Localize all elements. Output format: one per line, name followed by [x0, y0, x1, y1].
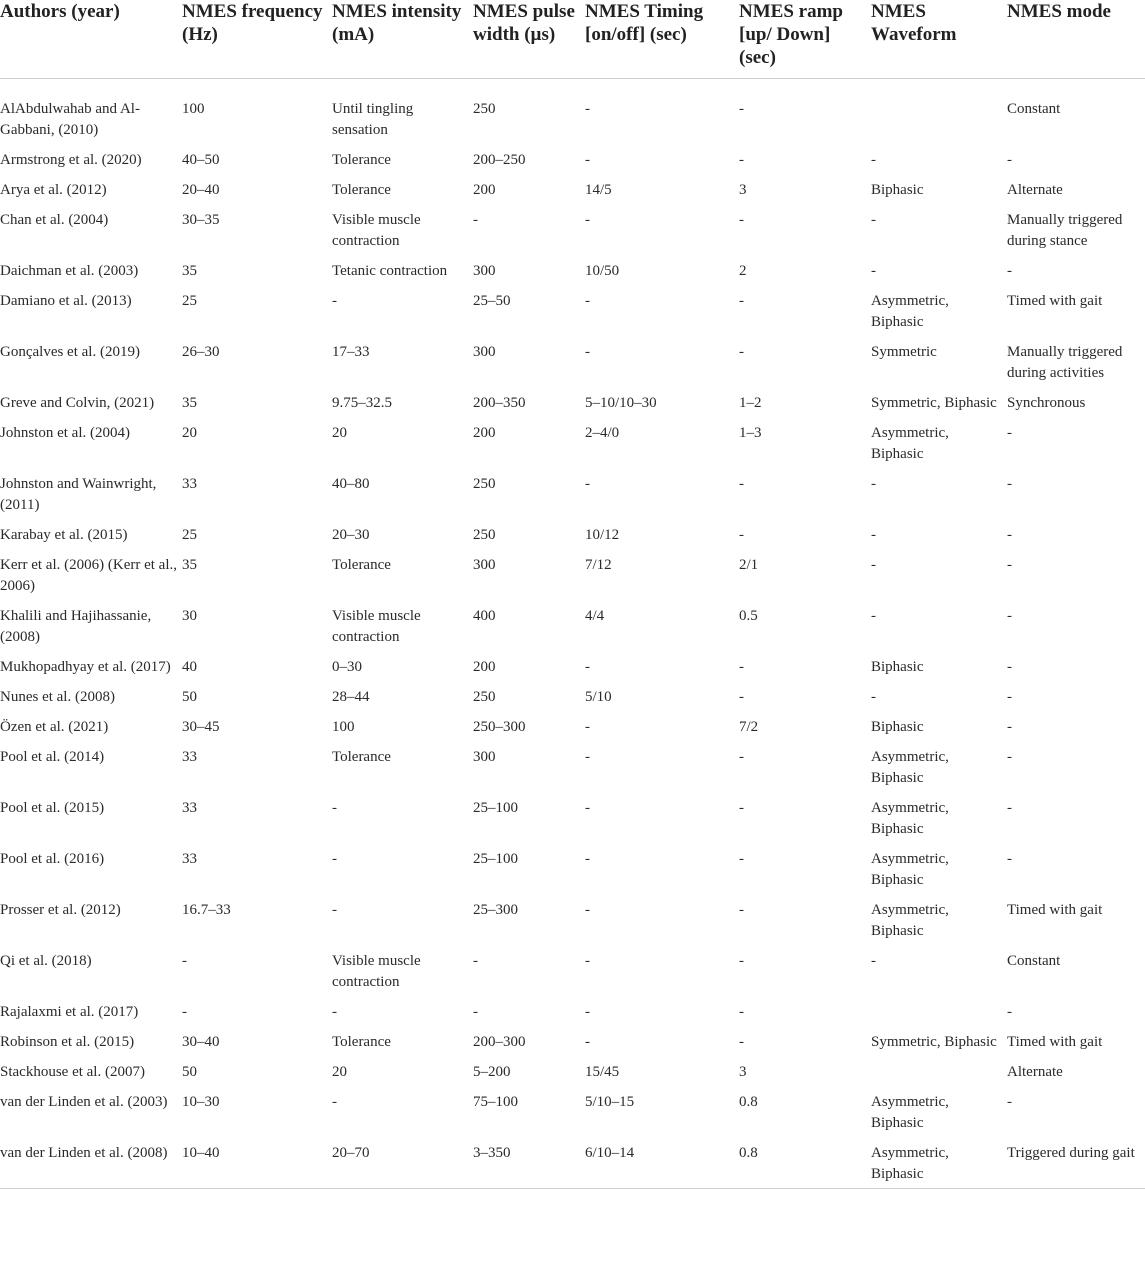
table-cell: -: [585, 953, 590, 969]
table-cell: Asymmetric, Biphasic: [871, 902, 949, 939]
table-cell: Manually triggered during activities: [1007, 344, 1123, 381]
table-cell: 25–100: [473, 800, 518, 816]
table-cell: Symmetric: [871, 344, 937, 360]
table-cell: Manually triggered during stance: [1007, 212, 1123, 249]
table-cell: 30: [182, 608, 197, 624]
table-cell: -: [585, 152, 590, 168]
table-cell: Until tingling sensation: [332, 101, 414, 138]
table-row: [0, 681, 1145, 711]
table-cell: 200: [473, 425, 496, 441]
table-cell: 3: [739, 1064, 747, 1080]
table-cell: -: [739, 659, 744, 675]
table-cell: 1–3: [739, 425, 762, 441]
table-cell: 2–4/0: [585, 425, 620, 441]
table-cell: 7/12: [585, 557, 612, 573]
table-cell: -: [871, 953, 876, 969]
table-cell: Robinson et al. (2015): [0, 1034, 135, 1050]
table-row: [0, 468, 1145, 519]
table-cell: 28–44: [332, 689, 370, 705]
column-header: NMES Timing [on/off] (sec): [585, 0, 739, 79]
table-cell: -: [585, 1004, 590, 1020]
table-cell: 20–70: [332, 1137, 473, 1189]
table-cell: 200: [473, 659, 496, 675]
table-cell: Visible muscle contraction: [332, 212, 421, 249]
table-cell: -: [739, 1034, 744, 1050]
table-cell: 20: [182, 425, 197, 441]
table-cell: -: [1007, 1094, 1012, 1110]
table-cell: Asymmetric, Biphasic: [871, 293, 949, 330]
table-cell: -: [332, 1094, 337, 1110]
table-row: [0, 651, 1145, 681]
table-row: [0, 549, 1145, 600]
table-cell: -: [739, 344, 744, 360]
table-cell: -: [739, 152, 744, 168]
table-cell: -: [585, 344, 590, 360]
table-cell: -: [871, 152, 876, 168]
table-cell: 10–30: [182, 1094, 220, 1110]
table-cell: 50: [182, 1064, 197, 1080]
table-cell: Qi et al. (2018): [0, 953, 92, 969]
table-cell: -: [473, 1004, 478, 1020]
table-cell: 200: [473, 182, 496, 198]
table-cell: Karabay et al. (2015): [0, 527, 128, 543]
table-cell: 35: [182, 557, 197, 573]
table-cell: Tolerance: [332, 557, 391, 573]
table-cell: -: [871, 608, 876, 624]
table-cell: -: [871, 476, 876, 492]
table-cell: 20–40: [182, 182, 220, 198]
table-cell: -: [1007, 659, 1012, 675]
table-cell: -: [739, 953, 744, 969]
table-cell: 300: [473, 557, 496, 573]
table-cell: 100: [332, 719, 355, 735]
table-cell: -: [739, 800, 744, 816]
column-header: NMES intensity (mA): [332, 0, 473, 79]
table-cell: Mukhopadhyay et al. (2017): [0, 659, 171, 675]
table-cell: 75–100: [473, 1094, 518, 1110]
table-cell: Alternate: [1007, 1064, 1063, 1080]
table-cell: Armstrong et al. (2020): [0, 152, 142, 168]
table-cell: Asymmetric, Biphasic: [871, 425, 949, 462]
table-row: [0, 1026, 1145, 1056]
table-cell: 300: [473, 263, 496, 279]
table-cell: Alternate: [1007, 182, 1063, 198]
table-row: [0, 285, 1145, 336]
table-row: [0, 204, 1145, 255]
table-cell: -: [739, 1004, 744, 1020]
table-cell: 0–30: [332, 659, 362, 675]
table-cell: 20: [332, 1064, 347, 1080]
table-cell: 200–350: [473, 395, 526, 411]
table-cell: -: [1007, 719, 1012, 735]
table-cell: 26–30: [182, 344, 220, 360]
table-cell: 0.5: [739, 608, 758, 624]
table-cell: Damiano et al. (2013): [0, 293, 132, 309]
table-cell: Timed with gait: [1007, 1034, 1103, 1050]
table-cell: 3: [739, 182, 747, 198]
table-cell: Constant: [1007, 101, 1061, 117]
table-cell: 4/4: [585, 608, 605, 624]
table-cell: Asymmetric, Biphasic: [871, 851, 949, 888]
table-cell: 400: [473, 608, 496, 624]
table-cell: 100: [182, 101, 205, 117]
table-cell: 20–30: [332, 527, 370, 543]
table-cell: 25–300: [473, 902, 518, 918]
table-cell: -: [585, 476, 590, 492]
column-header: NMES frequency (Hz): [182, 0, 332, 79]
table-cell: -: [739, 101, 744, 117]
table-cell: Symmetric, Biphasic: [871, 1034, 997, 1050]
table-cell: Tolerance: [332, 152, 391, 168]
table-cell: 10/12: [585, 527, 620, 543]
table-cell: 40–80: [332, 476, 370, 492]
table-cell: 300: [473, 749, 496, 765]
table-cell: -: [871, 263, 876, 279]
table-cell: 2: [739, 263, 747, 279]
table-cell: -: [739, 212, 744, 228]
table-cell: Khalili and Hajihassanie, (2008): [0, 608, 152, 645]
table-cell: -: [585, 749, 590, 765]
table-cell: -: [585, 293, 590, 309]
table-cell: -: [871, 557, 876, 573]
table-cell: Pool et al. (2015): [0, 800, 105, 816]
table-cell: -: [739, 293, 744, 309]
table-cell: -: [1007, 608, 1012, 624]
table-cell: -: [871, 689, 876, 705]
table-cell: -: [585, 719, 590, 735]
table-row: [0, 387, 1145, 417]
table-cell: -: [871, 212, 876, 228]
table-cell: 10/50: [585, 263, 620, 279]
table-cell: Prosser et al. (2012): [0, 902, 121, 918]
table-cell: Triggered during gait: [1007, 1137, 1145, 1189]
table-cell: Stackhouse et al. (2007): [0, 1064, 145, 1080]
column-header: NMES mode: [1007, 0, 1145, 79]
table-cell: -: [585, 902, 590, 918]
table-cell: 35: [182, 263, 197, 279]
table-cell: -: [585, 851, 590, 867]
table-cell: 20: [332, 425, 347, 441]
table-cell: 9.75–32.5: [332, 395, 392, 411]
column-header: Authors (year): [0, 0, 182, 79]
table-cell: -: [871, 527, 876, 543]
table-cell: Tolerance: [332, 1034, 391, 1050]
table-cell: -: [1007, 527, 1012, 543]
table-cell: -: [473, 953, 478, 969]
table-cell: Kerr et al. (2006) (Kerr et al., 2006): [0, 557, 177, 594]
table-cell: Asymmetric, Biphasic: [871, 1137, 1007, 1189]
table-cell: -: [585, 101, 590, 117]
table-cell: [871, 1056, 1007, 1086]
table-cell: 250: [473, 101, 496, 117]
table-row: [0, 336, 1145, 387]
table-cell: -: [585, 659, 590, 675]
table-cell: -: [1007, 476, 1012, 492]
table-row: [0, 174, 1145, 204]
table-cell: -: [585, 800, 590, 816]
table-cell: Tetanic contraction: [332, 263, 448, 279]
table-cell: Symmetric, Biphasic: [871, 395, 997, 411]
table-header: [0, 0, 1145, 79]
table-cell: -: [1007, 263, 1012, 279]
table-cell: -: [585, 212, 590, 228]
table-cell: Asymmetric, Biphasic: [871, 749, 949, 786]
table-row: [0, 255, 1145, 285]
table-row: [0, 843, 1145, 894]
table-cell: Chan et al. (2004): [0, 212, 109, 228]
table-cell: -: [585, 1034, 590, 1050]
table-cell: Nunes et al. (2008): [0, 689, 115, 705]
table-cell: -: [1007, 557, 1012, 573]
table-cell: Biphasic: [871, 182, 924, 198]
table-cell: -: [182, 1004, 187, 1020]
table-body: [0, 79, 1145, 1189]
table-cell: Synchronous: [1007, 395, 1086, 411]
table-cell: 250: [473, 527, 496, 543]
table-cell: Timed with gait: [1007, 902, 1103, 918]
table-cell: -: [1007, 851, 1012, 867]
table-cell: -: [739, 749, 744, 765]
table-row: [0, 79, 1145, 145]
table-cell: Timed with gait: [1007, 293, 1103, 309]
table-cell: 25–100: [473, 851, 518, 867]
table-cell: 200–300: [473, 1034, 526, 1050]
table-cell: -: [473, 212, 478, 228]
table-cell: -: [1007, 152, 1012, 168]
table-cell: -: [1007, 1004, 1012, 1020]
header-row: [0, 0, 1145, 79]
table-row: [0, 711, 1145, 741]
table-cell: -: [332, 851, 337, 867]
table-cell: 0.8: [739, 1094, 758, 1110]
table-cell: 10–40: [182, 1137, 332, 1189]
table-cell: 6/10–14: [585, 1137, 739, 1189]
table-cell: -: [739, 851, 744, 867]
table-cell: 250–300: [473, 719, 526, 735]
table-cell: 14/5: [585, 182, 612, 198]
table-cell: Rajalaxmi et al. (2017): [0, 1004, 139, 1020]
table-cell: -: [332, 800, 337, 816]
table-cell: Pool et al. (2014): [0, 749, 105, 765]
table-cell: Özen et al. (2021): [0, 719, 109, 735]
table-row: [0, 894, 1145, 945]
table-row: [0, 996, 1145, 1026]
table-cell: 40–50: [182, 152, 220, 168]
table-cell: 30–40: [182, 1034, 220, 1050]
table-cell: Visible muscle contraction: [332, 953, 421, 990]
table-cell: -: [182, 953, 187, 969]
table-cell: van der Linden et al. (2008): [0, 1137, 182, 1189]
table-row: [0, 600, 1145, 651]
table-cell: -: [739, 902, 744, 918]
table-cell: 5/10–15: [585, 1094, 635, 1110]
column-header: NMES ramp [up/ Down] (sec): [739, 0, 871, 79]
column-header: NMES pulse width (µs): [473, 0, 585, 79]
table-cell: -: [332, 902, 337, 918]
table-cell: Biphasic: [871, 659, 924, 675]
table-row: [0, 945, 1145, 996]
table-cell: -: [332, 293, 337, 309]
table-cell: 15/45: [585, 1064, 620, 1080]
table-cell: 17–33: [332, 344, 370, 360]
table-cell: -: [1007, 689, 1012, 705]
table-cell: 250: [473, 476, 496, 492]
table-row: [0, 519, 1145, 549]
table-cell: 25: [182, 527, 197, 543]
table-row: [0, 741, 1145, 792]
table-cell: 33: [182, 476, 197, 492]
table-cell: Daichman et al. (2003): [0, 263, 139, 279]
table-row: [0, 144, 1145, 174]
table-cell: 5–10/10–30: [585, 395, 657, 411]
table-cell: Pool et al. (2016): [0, 851, 105, 867]
table-cell: 200–250: [473, 152, 526, 168]
table-cell: 5/10: [585, 689, 612, 705]
table-cell: 40: [182, 659, 197, 675]
table-cell: 33: [182, 800, 197, 816]
table-cell: 5–200: [473, 1064, 511, 1080]
table-cell: [871, 996, 1007, 1026]
table-cell: 30–35: [182, 212, 220, 228]
table-cell: 7/2: [739, 719, 759, 735]
table-row: [0, 1086, 1145, 1137]
table-cell: Greve and Colvin, (2021): [0, 395, 155, 411]
table-cell: -: [739, 476, 744, 492]
table-cell: 250: [473, 689, 496, 705]
table-cell: 30–45: [182, 719, 220, 735]
table-cell: 25: [182, 293, 197, 309]
table-cell: Gonçalves et al. (2019): [0, 344, 140, 360]
table-cell: -: [332, 1004, 337, 1020]
table-cell: 1–2: [739, 395, 762, 411]
table-cell: 35: [182, 395, 197, 411]
column-header: NMES Waveform: [871, 0, 1007, 79]
table-cell: Asymmetric, Biphasic: [871, 800, 949, 837]
table-row: [0, 417, 1145, 468]
table-cell: Tolerance: [332, 182, 391, 198]
table-cell: -: [1007, 749, 1012, 765]
table-cell: 3–350: [473, 1137, 585, 1189]
table-cell: [871, 79, 1007, 145]
table-cell: 2/1: [739, 557, 759, 573]
table-cell: -: [1007, 800, 1012, 816]
table-cell: Arya et al. (2012): [0, 182, 107, 198]
table-cell: 300: [473, 344, 496, 360]
table-row: [0, 1137, 1145, 1189]
table-cell: -: [739, 689, 744, 705]
table-cell: 33: [182, 851, 197, 867]
table-cell: van der Linden et al. (2003): [0, 1094, 168, 1110]
table-cell: Tolerance: [332, 749, 391, 765]
table-cell: 25–50: [473, 293, 511, 309]
table-cell: -: [739, 527, 744, 543]
table-row: [0, 1056, 1145, 1086]
table-cell: 0.8: [739, 1137, 871, 1189]
table-cell: AlAbdulwahab and Al-Gabbani, (2010): [0, 101, 140, 138]
table-cell: Biphasic: [871, 719, 924, 735]
table-cell: 16.7–33: [182, 902, 231, 918]
table-cell: Johnston and Wainwright, (2011): [0, 476, 157, 513]
table-cell: 33: [182, 749, 197, 765]
table-cell: Asymmetric, Biphasic: [871, 1094, 949, 1131]
table-cell: Visible muscle contraction: [332, 608, 421, 645]
table-cell: -: [1007, 425, 1012, 441]
table-cell: Johnston et al. (2004): [0, 425, 130, 441]
table-cell: 50: [182, 689, 197, 705]
table-cell: Constant: [1007, 953, 1061, 969]
table-row: [0, 792, 1145, 843]
